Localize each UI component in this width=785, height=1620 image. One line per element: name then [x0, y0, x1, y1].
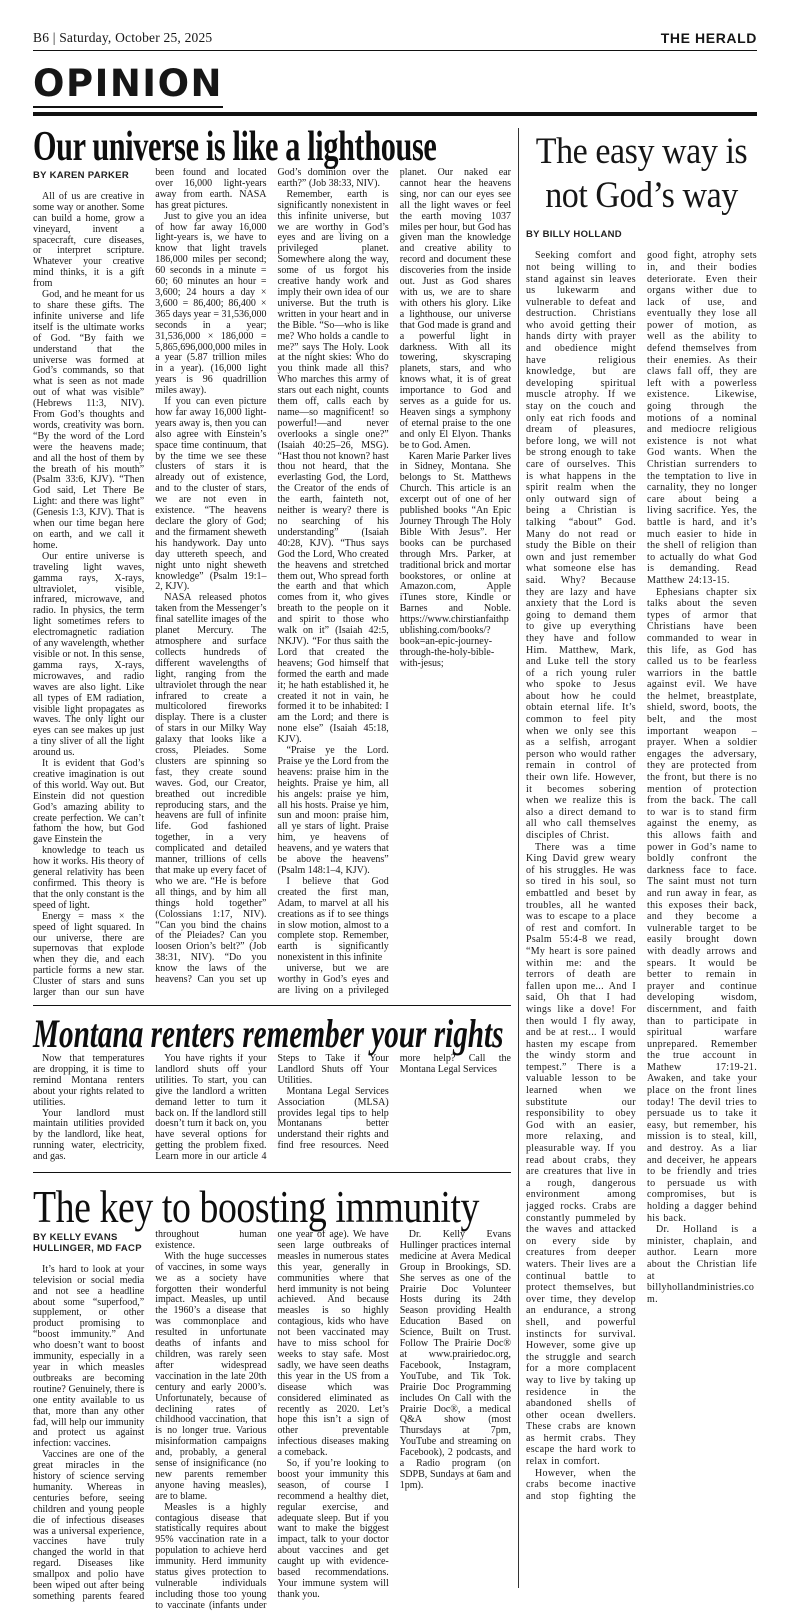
- article-paragraph: Vaccines are one of the great miracles in the history of science serving humanity. Whereas in centuries before, seeing children and young people die of infectious diseases was a universal experience, vaccines have truly changed the world in that regard. Diseases like smallpox and polio have been wiped out after being something parents feared throughout human existence.: [33, 1230, 267, 1602]
- article-paragraph: So, if you’re looking to boost your immunity this season, of course I recommend a healthy diet, regular exercise, and adequate sleep. But if you want to make the biggest impact, talk to your doctor about vaccines and get caught up with evidence-based recommendations. Your immune system will thank you.: [277, 1458, 389, 1600]
- right-region: [526, 126, 757, 1618]
- article-paragraph: I believe that God created the first man, Adam, to marvel at all his creations as if to see things in slow motion, almost to a complete stop. Remember, earth is significantly nonexistent in this infinite: [277, 875, 389, 964]
- immunity-byline-line2: HULLINGER, MD FACP: [33, 1242, 142, 1254]
- immunity-columns: [33, 1230, 511, 1618]
- article-paragraph: However, when the crabs become inactive and stop fighting the good fight, atrophy sets in, and their bodies deteriorate. Even their organs wither due to lack of use, and eventually they lose all power of motion, as well as the ability to defend themselves from their enemies. As their claws fall off, they are left with a powerless existence. Likewise, going through the motions of a nominal and mediocre religious existence is not what God wants. When the Christian surrenders to the temptation to live in carnality, they no longer care about being a living sacrifice. Yes, the battle is hard, and it’s much easier to hide in the shell of religion than to actually do what God is demanding. Read Matthew 24:13-15.: [526, 250, 757, 1502]
- left-region: [33, 126, 511, 1618]
- lighthouse-headline: Our universe is like a lighthouse: [33, 124, 437, 170]
- article-paragraph: Dr. Kelly Evans Hullinger practices internal medicine at Avera Medical Group in Brookings, SD. She serves as one of the Prairie Doc Volunteer Hosts during its 24th Season providing Health Education Based on Science, Built on Trust. Follow The Prairie Doc® at www.prairiedoc.org, Facebook, Instagram, YouTube, and Tik Tok. Prairie Doc Programming includes On Call with the Prairie Doc®, a medical Q&A show (most Thursdays at 7pm, YouTube and streaming on Facebook), 2 podcasts, and a Radio program (on SDPB, Sundays at 6am and 1pm).: [399, 1230, 511, 1491]
- article-renters: [33, 1009, 511, 1167]
- article-paragraph: Dr. Holland is a minister, chaplain, and author. Learn more about the Christian life at billyhollandministries.com.: [647, 1224, 757, 1305]
- article-paragraph: You have rights if your landlord shuts off your utilities. To start, you can give the landlord a written demand letter to turn it back on. If the landlord still doesn’t turn it back on, you have several options for getting the problem fixed. Learn more in our article 4 Steps to Take if Your Landlord Shuts off Your Utilities.: [155, 1054, 389, 1163]
- easy-way-headline: [526, 130, 757, 217]
- easy-way-byline: BY BILLY HOLLAND: [526, 229, 622, 241]
- article-paragraph: knowledge to teach us how it works. His theory of general relativity has been confirmed. This theory is that the only constant is the speed of light.: [33, 845, 145, 911]
- section-title: OPINION: [33, 65, 223, 108]
- article-immunity: [33, 1176, 511, 1618]
- page-info: B6 | Saturday, October 25, 2025: [33, 30, 213, 45]
- article-paragraph: If you can even picture how far away 16,000 light-years away is, then you can also agree with Einstein’s space time continuum, that by the time we see these clusters of stars it is already out of existence, and to the cluster of stars, we are not even in existence. “The heavens declare the glory of God; and the firmament sheweth his handywork. Day unto day uttereth speech, and night unto night sheweth knowledge” (Psalm 19:1–2, KJV).: [155, 396, 267, 593]
- article-paragraph: Seeking comfort and not being willing to stand against sin leaves us lukewarm and vulnerable to defeat and destruction. Christians who avoid getting their hands dirty with prayer and obedience might have religious knowledge, but are developing spiritual muscle atrophy. If we stay on the couch and only eat rich foods and dream of pleasures, before long, we will not be strong enough to take care of ourselves. This is what happens in the spirit realm when the only outward sign of being a Christian is talking “about” God. Many do not read or study the Bible on their own and just remember what someone else has said. Why? Because they are lazy and have anxiety that the Lord is going to demand them to give up everything they have and follow Him. Matthew, Mark, and Luke tell the story of a rich young ruler who spoke to Jesus about how he could obtain eternal life. It’s common to feel pity when we only see this as a selfish, arrogant person who would rather remain in control of their own life. However, it becomes sobering when we realize this is also a direct demand to all who call themselves disciples of Christ.: [526, 250, 636, 841]
- article-paragraph: Measles is a highly contagious disease that statistically requires about 95% vaccination rate in a population to achieve herd immunity. Herd immunity status gives protection to vulnerable individuals including those too young to vaccinate (infants under one year of age). We have seen large outbreaks of measles in numerous states this year, generally in communities where that herd immunity is not being achieved. And because measles is so highly contagious, kids who have not been vaccinated may have to miss school for weeks to stay safe. Most sadly, we have seen deaths this year in the US from a disease which was considered eliminated as recently as 2020. Let’s hope this isn’t a sign of other preventable infectious diseases making a comeback.: [155, 1230, 389, 1611]
- article-paragraph: Now that temperatures are dropping, it is time to remind Montana renters about your rights related to utilities.: [33, 1054, 145, 1108]
- lighthouse-body: [33, 168, 511, 1000]
- article-paragraph: Karen Marie Parker lives in Sidney, Montana. She belongs to St. Matthews Church. This article is an excerpt out of one of her published books “An Epic Journey Through The Holy Bible With Jesus”. Her books can be purchased through Mrs. Parker, at traditional brick and mortar bookstores, or online at Amazon.com, Apple iTunes store, Kindle or Barnes and Noble. https://www.chirstianfaithpublishing.com/books/?book=an-epic-journey-through-the-holy-bible-with-jesus;: [399, 450, 511, 669]
- article-paragraph: “Praise ye the Lord. Praise ye the Lord from the heavens: praise him in the heights. Praise ye him, all his angels: praise ye him, all his hosts. Praise ye him, sun and moon: praise him, all ye stars of light. Praise him, ye heavens of heavens, and ye waters that be above the heavens” (Psalm 148:1–4, KJV).: [277, 745, 389, 876]
- article-paragraph: With the huge successes of vaccines, in some ways we as a society have forgotten their wonderful impact. Measles, up until the 1960’s a disease that was commonplace and resulted in unfortunate deaths of infants and children, was rarely seen after widespread vaccination in the late 20th century and early 2000’s. Unfortunately, because of declining rates of childhood vaccination, that is no longer true. Various misinformation campaigns and, probably, a general sense of insignificance (no new parents remember anyone having measles), are to blame.: [155, 1250, 267, 1502]
- article-divider-rule: [33, 1005, 511, 1006]
- renters-headline: Montana renters remember your rights: [33, 1011, 504, 1056]
- article-paragraph: Your landlord must maintain utilities provided by the landlord, like heat, running water, electricity, and gas.: [33, 1107, 145, 1163]
- lighthouse-columns: [33, 168, 511, 1000]
- article-paragraph: God, and he meant for us to share these gifts. The infinite universe and life itself is the ultimate works of God. “By faith we understand that the universe was formed at God’s commands, so that what is seen as not made out of what was visible” (Hebrews 11:3, NIV). From God’s thoughts and words, creativity was born. “By the word of the Lord were the heavens made; and all the host of them by the breath of his mouth” (Psalm 33:6, KJV). “Then God said, Let There Be Light: and there was light” (Genesis 1:3, KJV). That is when our time began here on earth, and we call it home.: [33, 289, 145, 551]
- article-paragraph: Montana Legal Services Association (MLSA) provides legal tips to help Montanans better understand their rights and find free resources. Need more help? Call the Montana Legal Services: [277, 1054, 511, 1152]
- masthead: THE HERALD: [660, 30, 757, 46]
- immunity-byline-line1: BY KELLY EVANS: [33, 1232, 118, 1243]
- vertical-column-rule: [518, 128, 519, 1588]
- article-paragraph: Remember, earth is significantly nonexistent in this infinite universe, but we are worthy in God’s eyes and are living on a privileged planet. Somewhere along the way, some of us forgot his creative handy work and imply their own idea of our universe. But the truth is written in your heart and in the Bible. “So—who is like me? Who holds a candle to me?” says The Holy. Look at the night skies: Who do you think made all this? Who marches this army of stars out each night, counts them off, calls each by name—so magnificent! so powerful!—and never overlooks a single one?” (Isaiah 40:25–26, MSG). “Hast thou not known? hast thou not heard, that the everlasting God, the Lord, the Creator of the ends of the earth, fainteth not, neither is weary? there is no searching of his understanding” (Isaiah 40:28, KJV). “Thus says God the Lord, Who created the heavens and stretched them out, Who spread forth the earth and that which comes from it, who gives breath to the people on it and spirit to those who walk on it” (Isaiah 42:5, NKJV). “For thus saith the Lord that created the heavens; God himself that formed the earth and made it; he hath established it, he created it not in vain, he formed it to be inhabited: I am the Lord; and there is none else” (Isaiah 45:18, KJV).: [277, 188, 389, 746]
- article-paragraph: There was a time King David grew weary of his struggles. He was so tired in his soul, so embattled and beset by troubles, all he wanted was to escape to a place of rest and comfort. In Psalm 55:4-8 we read, “My heart is sore pained within me: and the terrors of death are fallen upon me... And I said, Oh that I had wings like a dove! For then would I fly away, and be at rest... I would hasten my escape from the windy storm and tempest.” There is a valuable lesson to be learned when we substitute our responsibility to obey God with an easier, more relaxing, and pleasurable way. If you read about crabs, they are creatures that live in a rough, dangerous environment among jagged rocks. Crabs are constantly pummeled by the waves and attacked on every side by creatures from deeper waters. Their lives are a continual battle to protect themselves, but over time, they develop an endurance, a strong shell, and powerful instincts for survival. However, some give up the struggle and search for a more complacent way to live by taking up residence in the abandoned shells of other ocean dwellers. These crabs are known as hermit crabs. They escape the hard work to relax in comfort.: [526, 841, 636, 1468]
- section-header: [33, 51, 757, 108]
- article-paragraph: Energy = mass × the speed of light squared. In our universe, there are supernovas that explode when they die, and each particle forms a new star. Cluster of stars and suns larger than our sun have been found and located over 16,000 light-years away from earth. NASA has great pictures.: [33, 168, 267, 999]
- article-paragraph: universe, but we are worthy in God’s eyes and are living on a privileged planet. Our naked ear cannot hear the heavens sing, nor can our eyes see all the light waves or feel the earth moving 1037 miles per hour, but God has given man the knowledge and creative ability to record and document these discoveries from the inside out. Just as God shares with us, we are to share with others his glory. Like a lighthouse, our universe that God made is grand and a powerful light in darkness. With all its towering, skyscraping planets, stars, and who knows what, it is of great importance to God and serves as a guide for us. Heaven sings a symphony of eternal praise to the one and only El Elyon. Thanks be to God. Amen.: [277, 168, 511, 996]
- article-divider-rule: [33, 1172, 511, 1173]
- renters-body: [33, 1054, 511, 1167]
- article-paragraph: Just to give you an idea of how far away 16,000 light-years is, we have to know that light travels 186,000 miles per second; 60 seconds in a minute = 60; 60 minutes an hour = 3,600; 24 hours a day × 3,600 = 86,400; 86,400 × 365 days year = 31,536,000 seconds in a year; 31,536,000 × 186,000 = 5,865,696,000,000 miles in a year (5.87 trillion miles in a year). (16,000 light years is 96 quadrillion miles away).: [155, 210, 267, 397]
- article-paragraph: It’s hard to look at your television or social media and not see a headline about some “superfood,” supplement, or other product promising to “boost immunity.” And who doesn’t want to boost immunity, especially in a year in which measles outbreaks are becoming routine? Genuinely, there is one entity available to us that, more than any other fad, will help our immunity and protect us against infection: vaccines.: [33, 1263, 145, 1450]
- article-paragraph: All of us are creative in some way or another. Some can build a home, grow a vineyard, invent a spacecraft, cure diseases, or interpret scripture. Whatever your creative mind thinks, it is a gift from: [33, 190, 145, 290]
- section-rule: [33, 112, 757, 116]
- article-paragraph: Our entire universe is traveling light waves, gamma rays, X-rays, ultraviolet, visible, infrared, microwave, and radio. In physics, the term light sometimes refers to electromagnetic radiation of any wavelength, whether visible or not. In this sense, gamma rays, X-rays, microwaves, and radio waves are also light. Like all types of EM radiation, visible light propagates as waves. The only light our eyes can see makes up just a tiny sliver of all the light around us.: [33, 550, 145, 759]
- renters-columns: [33, 1054, 511, 1167]
- article-paragraph: It is evident that God’s creative imagination is out of this world. Way out. But Einstein did not question God’s amazing ability to create perfection. We can’t fathom the how, but God gave Einstein the: [33, 758, 145, 846]
- article-paragraph: NASA released photos taken from the Messenger’s final satellite images of the planet Mercury. The atmosphere and surface collects hundreds of different wavelengths of light, ranging from the ultraviolet through the near infrared to create a multicolored fireworks display. There is a cluster of stars in our Milky Way galaxy that looks like a cross, Pleiades. Some clusters are spinning so fast, they create sound waves. God, our Creator, breathed out incredible reproducing stars, and the heavens are full of infinite life. God fashioned together, in a very complicated and detailed manner, trillions of cells that make up every facet of who we are. “He is before all things, and by him all things hold together” (Colossians 1:17, NIV). “Can you bind the chains of the Pleiades? Can you loosen Orion’s belt?” (Job 38:31, NIV). “Do you know the laws of the heavens? Can you set up God’s dominion over the earth?” (Job 38:33, NIV).: [155, 168, 389, 986]
- immunity-headline: The key to boosting immunity: [33, 1182, 480, 1232]
- lighthouse-byline: BY KAREN PARKER: [33, 170, 129, 181]
- article-easy-way: [526, 130, 757, 1512]
- immunity-byline: [33, 1233, 144, 1255]
- immunity-body: [33, 1230, 511, 1618]
- article-paragraph: Ephesians chapter six talks about the seven types of armor that Christians have been commanded to wear in this life, as God has called us to be fearless warriors in the battle against evil. We have the helmet, breastplate, shield, sword, boots, the belt, and the most important weapon – prayer. When a soldier engages the adversary, they are protected from the front, but there is no mention of protection from the back. The call to war is to stand firm against the enemy, as this allows faith and power in God’s name to boldly confront the darkness face to face. The saint must not turn and run away in fear, as this exposes their back, and they become a vulnerable target to be easily brought down with deadly arrows and spears. It would be better to remain in prayer and continue developing wisdom, discernment, and faith than to participate in spiritual warfare unprepared. Remember the true account in Mathew 17:19-21. Awaken, and take your place on the front lines today! The devil tries to persuade us to take it easy, but remember, his mission is to steal, kill, and destroy. As a liar and deceiver, he appears to be friendly and tries to persuade us with compromises, but is holding a dagger behind his back.: [647, 586, 757, 1224]
- easy-way-columns: [526, 250, 757, 1512]
- easy-way-headline-line2: not God’s way: [545, 174, 738, 216]
- easy-way-headline-line1: The easy way is: [535, 131, 748, 172]
- easy-way-body: [526, 250, 757, 1512]
- article-lighthouse: [33, 126, 511, 1000]
- page-header: [33, 30, 757, 51]
- page-content: [33, 126, 757, 1618]
